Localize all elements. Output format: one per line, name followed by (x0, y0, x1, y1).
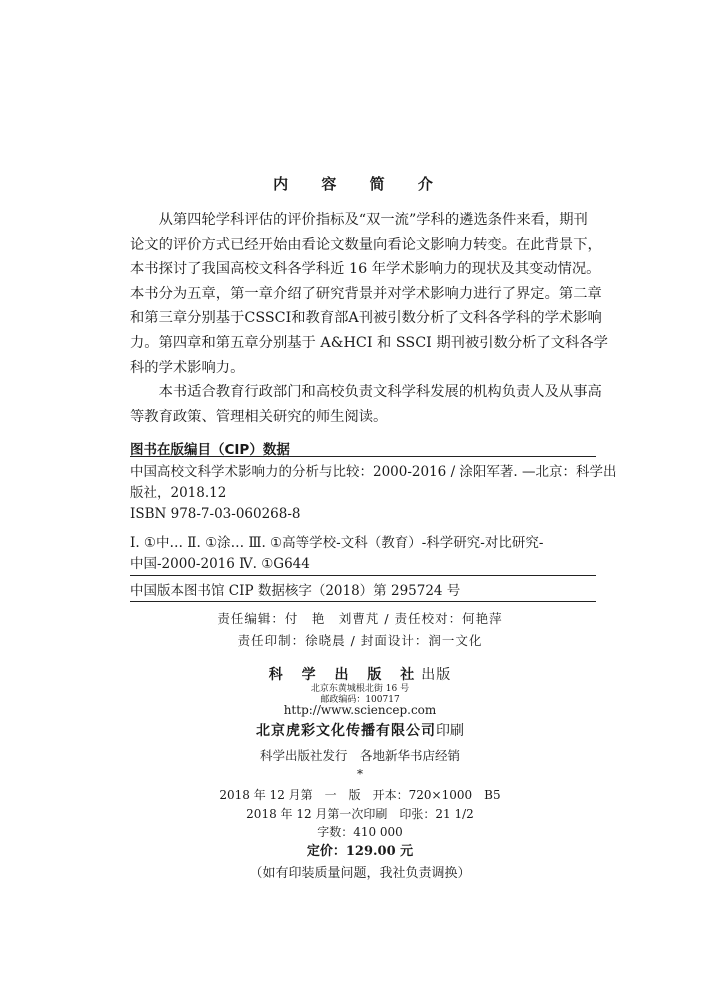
summary-line: 论文的评价方式已经开始由看论文数量向看论文影响力转变。在此背景下， (130, 236, 602, 253)
cip-record-line: 版社，2018.12 (130, 485, 227, 501)
summary-body (130, 208, 608, 429)
staff-line-1: 责任编辑：付 艳 刘曹芃 / 责任校对：何艳萍 (217, 611, 503, 626)
distribution: 科学出版社发行 各地新华书店经销 (259, 748, 460, 763)
summary-line: 力。第四章和第五章分别基于 A&HCI 和 SSCI 期刊被引数分析了文科各学 (130, 334, 608, 351)
summary-line: 等教育政策、管理相关研究的师生阅读。 (130, 408, 388, 425)
printer-name: 北京虎彩文化传播有限公司 (256, 723, 436, 739)
printer-suffix: 印刷 (436, 723, 464, 739)
cip-data-number: 中国版本图书馆 CIP 数据核字（2018）第 295724 号 (130, 583, 461, 599)
summary-paragraph-2 (130, 380, 602, 429)
cip-record-line: 中国高校文科学术影响力的分析与比较：2000-2016 / 涂阳军著. —北京：科学出 (130, 464, 617, 480)
price: 定价：129.00 元 (306, 844, 414, 859)
printer (0, 720, 720, 740)
summary-line: 科的学术影响力。 (130, 359, 245, 376)
summary-title: 内 容 简 介 (273, 175, 447, 193)
publisher-name: 科 学 出 版 社 (268, 667, 422, 683)
cip-bottom-rule (130, 601, 596, 602)
publisher-url: http://www.sciencep.com (283, 703, 437, 717)
publisher-address: 北京东黄城根北街 16 号 (310, 684, 410, 694)
cip-isbn: ISBN 978-7-03-060268-8 (130, 506, 301, 522)
summary-paragraph-1 (130, 208, 608, 380)
printing-info: 2018 年 12 月第一次印刷 印张：21 1/2 (246, 807, 474, 821)
cip-heading: 图书在版编目（CIP）数据 (130, 442, 290, 458)
publisher-postcode: 邮政编码：100717 (320, 695, 400, 705)
summary-line: 本书适合教育行政部门和高校负责文科学科发展的机构负责人及从事高 (158, 384, 602, 401)
return-notice: （如有印装质量问题，我社负责调换） (249, 866, 471, 881)
summary-line: 本书分为五章，第一章介绍了研究背景并对学术影响力进行了界定。第二章 (130, 285, 602, 302)
summary-line: 从第四轮学科评估的评价指标及“双一流”学科的遴选条件来看，期刊 (158, 212, 588, 228)
cip-subject-line: 中国-2000-2016 Ⅳ. ①G644 (130, 556, 310, 572)
cip-middle-rule (130, 575, 596, 576)
cip-top-rule (130, 456, 596, 457)
staff-line-2: 责任印制：徐晓晨 / 封面设计：润一文化 (237, 633, 483, 648)
publisher-suffix: 出版 (421, 667, 452, 683)
cip-subject-line: Ⅰ. ①中… Ⅱ. ①涂… Ⅲ. ①高等学校-文科（教育）-科学研究-对比研究- (130, 535, 544, 551)
summary-line: 和第三章分别基于CSSCI和教育部A刊被引数分析了文科各学科的学术影响 (130, 310, 602, 327)
cip-record (130, 462, 617, 575)
separator-star: * (357, 767, 363, 781)
summary-line: 本书探讨了我国高校文科各学科近 16 年学术影响力的现状及其变动情况。 (130, 261, 601, 278)
word-count: 字数：410 000 (317, 825, 403, 839)
edition-info: 2018 年 12 月第 一 版 开本：720×1000 B5 (219, 788, 501, 802)
